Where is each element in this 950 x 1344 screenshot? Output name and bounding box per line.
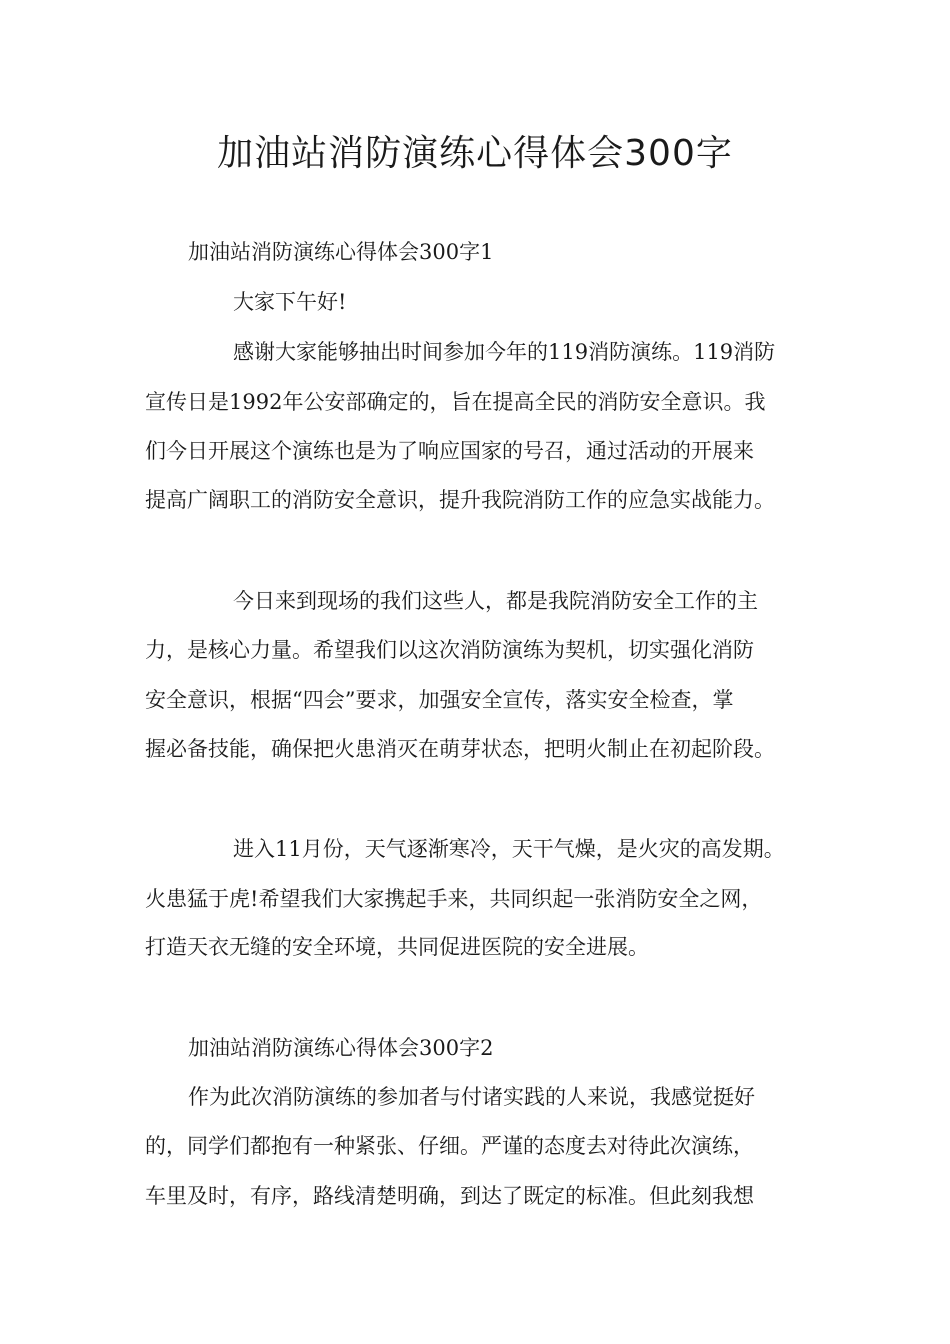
- paragraph-line: 感谢大家能够抽出时间参加今年的119消防演练。119消防: [233, 340, 776, 364]
- paragraph-line: 宣传日是1992年公安部确定的，旨在提高全民的消防安全意识。我: [145, 390, 766, 414]
- paragraph-line: 们今日开展这个演练也是为了响应国家的号召，通过活动的开展来: [145, 439, 754, 463]
- paragraph-line: 安全意识，根据“四会”要求，加强安全宣传，落实安全检查，掌: [145, 688, 734, 712]
- paragraph-line: 握必备技能，确保把火患消灭在萌芽状态，把明火制止在初起阶段。: [145, 737, 775, 761]
- section-heading-2: 加油站消防演练心得体会300字2: [188, 1036, 494, 1060]
- section-heading-1: 加油站消防演练心得体会300字1: [188, 240, 494, 264]
- greeting-line: 大家下午好!: [233, 290, 347, 314]
- paragraph-line: 车里及时，有序，路线清楚明确，到达了既定的标准。但此刻我想: [145, 1184, 754, 1208]
- paragraph-line: 火患猛于虎!希望我们大家携起手来，共同织起一张消防安全之网，: [145, 887, 763, 911]
- paragraph-line: 进入11月份，天气逐渐寒冷，天干气燥，是火灾的高发期。: [233, 837, 785, 861]
- paragraph-line: 力，是核心力量。希望我们以这次消防演练为契机，切实强化消防: [145, 638, 754, 662]
- paragraph-line: 作为此次消防演练的参加者与付诸实践的人来说，我感觉挺好: [188, 1085, 755, 1109]
- paragraph-line: 的，同学们都抱有一种紧张、仔细。严谨的态度去对待此次演练，: [145, 1134, 754, 1158]
- paragraph-line: 打造天衣无缝的安全环境，共同促进医院的安全进展。: [145, 935, 649, 959]
- paragraph-line: 今日来到现场的我们这些人，都是我院消防安全工作的主: [233, 589, 758, 613]
- document-title: 加油站消防演练心得体会300字: [217, 133, 733, 174]
- paragraph-line: 提高广阔职工的消防安全意识，提升我院消防工作的应急实战能力。: [145, 488, 775, 512]
